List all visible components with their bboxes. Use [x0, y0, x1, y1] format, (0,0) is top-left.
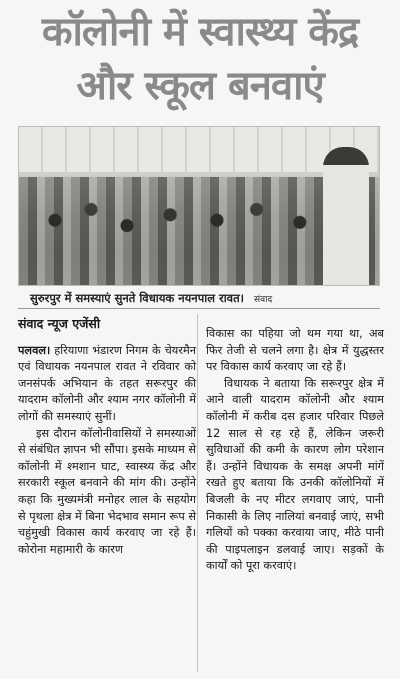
headline-line-1: कॉलोनी में स्वास्थ्य केंद्र [41, 9, 359, 55]
article-paragraph-1-text: हरियाणा भंडारण निगम के चेयरमैन एवं विधायक नयनपाल रावत ने रविवार को जनसंपर्क अभियान के तहत सरूरपुर की यादराम कॉलोनी और श्याम नगर कॉलोनी में लोगों की समस्याएं सुनीं। [18, 343, 196, 423]
caption-divider [18, 308, 380, 309]
article-dateline: पलवल। [18, 343, 51, 357]
headline [0, 6, 400, 112]
news-photo [18, 126, 380, 286]
photo-speaker-figure [323, 147, 369, 285]
photo-caption [30, 291, 390, 306]
article-paragraph-1 [18, 343, 196, 426]
photo-credit: संवाद [254, 295, 273, 305]
photo-caption-text: सुरुरपुर में समस्याएं सुनते विधायक नयनपाल रावत। [30, 291, 244, 305]
article-paragraph-2: इस दौरान कॉलोनीवासियों ने समस्याओं से संबंधित ज्ञापन भी सौंपा। इसके माध्यम से कॉलोनी में श्मशान घाट, स्वास्थ्य केंद्र और सरकारी स्कूल बनवाने की मांग की। उन्होंने कहा कि मुख्यमंत्री मनोहर लाल के सहयोग से पृथला क्षेत्र में बिना भेदभाव समान रूप से चहुंमुखी विकास कार्य करवाए जा रहे हैं। कोरोना महामारी के कारण [18, 426, 196, 556]
article-paragraph-3: विकास का पहिया जो थम गया था, अब फिर तेजी से चलने लगा है। क्षेत्र में युद्धस्तर पर विकास कार्य करवाए जा रहे हैं। [206, 327, 384, 374]
column-divider [197, 314, 198, 672]
article-byline: संवाद न्यूज एजेंसी [18, 316, 101, 331]
article-column-right [206, 326, 384, 575]
headline-line-2: और स्कूल बनवाएं [76, 63, 324, 109]
article-paragraph-4: विधायक ने बताया कि सरूरपुर क्षेत्र में आने वाली यादराम कॉलोनी और श्याम कॉलोनी में करीब दस हजार परिवार पिछले 12 साल से रह रहे हैं, लेकिन जरूरी सुविधाओं की कमी के कारण लोग परेशान हैं। उन्होंने विधायक के समक्ष अपनी मांगें रखते हुए बताया कि उनकी कॉलोनियों में बिजली के नए मीटर लगवाए जाएं, पानी निकासी के लिए नालियां बनवाई जाएं, सभी गलियों को पक्का करवाया जाए, मीठे पानी की पाइपलाइन डलवाई जाए। सड़कों के कार्यों को पूरा करवाएं। [206, 376, 384, 573]
article-column-left [18, 316, 196, 558]
